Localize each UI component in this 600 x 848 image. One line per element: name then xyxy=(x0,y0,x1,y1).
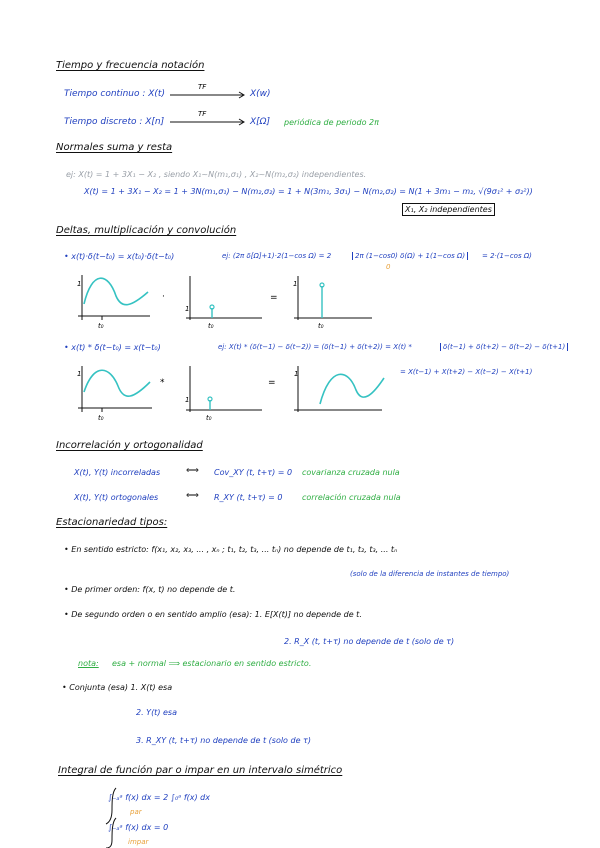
graph-product-1 xyxy=(294,276,372,320)
op-equals-1: = xyxy=(270,293,278,303)
conjunta-1: • Conjunta (esa) 1. X(t) esa xyxy=(62,683,173,692)
covarianza-note: covarianza cruzada nula xyxy=(302,468,400,477)
delta-convolution-rule: • x(t) * δ(t−t₀) = x(t−t₀) xyxy=(64,343,161,352)
section-title-integral: Integral de función par o impar en un intervalo simétrico xyxy=(58,765,343,776)
zero-annotation: 0 xyxy=(386,263,391,271)
t0-label-3: t₀ xyxy=(318,322,324,330)
normales-example: ej: X(t) = 1 + 3X₁ − X₂ , siendo X₁~N(m₁,σ₁) , X₂~N(m₂,σ₂) independientes. xyxy=(66,170,367,179)
t0-label-1: t₀ xyxy=(98,322,104,330)
tf-arrow-label-2: TF xyxy=(198,110,207,118)
op-star: * xyxy=(160,378,165,388)
one-label-1: 1 xyxy=(77,280,82,288)
nota-label: nota: xyxy=(78,659,99,668)
one-label-3: 1 xyxy=(293,280,298,288)
t0-label-5: t₀ xyxy=(206,414,212,422)
one-label-2: 1 xyxy=(185,305,190,313)
conjunta-3: 3. R_XY (t, t+τ) no depende de t (solo de τ) xyxy=(136,736,311,745)
section-title-deltas: Deltas, multiplicación y convolución xyxy=(56,225,237,236)
impar-label: impar xyxy=(128,838,149,846)
nota-text: esa + normal ⟹ estacionario en sentido estricto. xyxy=(112,659,312,668)
mult-example-bracket: 2π (1−cos0) δ(Ω) + 1(1−cos Ω) xyxy=(352,252,468,260)
iff-arrow-1: ⟺ xyxy=(186,466,199,476)
primer-orden: • De primer orden: f(x, t) no depende de t. xyxy=(64,585,236,594)
section-title-normales: Normales suma y resta xyxy=(56,142,173,153)
segundo-orden: • De segundo orden o en sentido amplio (esa): 1. E[X(t)] no depende de t. xyxy=(64,610,362,619)
segundo-orden-2: 2. R_X (t, t+τ) no depende de t (solo de τ) xyxy=(284,637,455,646)
one-label-4: 1 xyxy=(77,370,82,378)
conv-example-result: = X(t−1) + X(t+2) − X(t−2) − X(t+1) xyxy=(400,368,533,376)
tf-arrow-label: TF xyxy=(198,83,207,91)
tf-continuous-rhs: X(w) xyxy=(250,89,271,99)
par-label: par xyxy=(130,808,142,816)
normales-derivation: X(t) = 1 + 3X₁ − X₂ = 1 + 3N(m₁,σ₁) − N(m₂,σ₂) = 1 + N(3m₁, 3σ₁) − N(m₂,σ₂) = N(1 + 3m₁ − m₂, √(9σ₁² + σ₂²)) xyxy=(84,187,533,196)
delta-multiplication-rule: • x(t)·δ(t−t₀) = x(t₀)·δ(t−t₀) xyxy=(64,252,175,261)
section-title-incorrelacion: Incorrelación y ortogonalidad xyxy=(56,440,203,451)
t0-label-4: t₀ xyxy=(98,414,104,422)
conv-example-start: ej: X(t) * (δ(t−1) − δ(t−2)) = (δ(t−1) + δ(t+2)) = X(t) * xyxy=(218,343,412,351)
incorreladas-lhs: X(t), Y(t) incorreladas xyxy=(74,468,161,477)
ortogonales-rhs: R_XY (t, t+τ) = 0 xyxy=(214,493,283,502)
independence-box: X₁, X₂ independientes xyxy=(402,205,495,214)
conjunta-2: 2. Y(t) esa xyxy=(136,708,177,717)
correlacion-note: correlación cruzada nula xyxy=(302,493,401,502)
conv-example-bracket: δ(t−1) + δ(t+2) − δ(t−2) − δ(t+1) xyxy=(440,343,568,351)
t0-label-2: t₀ xyxy=(208,322,214,330)
iff-arrow-2: ⟺ xyxy=(186,491,199,501)
section-title-estacionariedad: Estacionariedad tipos: xyxy=(56,517,168,528)
one-label-6: 1 xyxy=(294,370,299,378)
graph-convolution-2 xyxy=(294,366,384,412)
tf-discrete-rhs: X[Ω] xyxy=(250,117,271,127)
graph-delta-1 xyxy=(186,276,262,320)
estricto-note: (solo de la diferencia de instantes de tiempo) xyxy=(350,570,510,578)
op-dot: · xyxy=(162,292,165,302)
tf-discrete-lhs: Tiempo discreto : X[n] xyxy=(64,117,165,127)
incorreladas-rhs: Cov_XY (t, t+τ) = 0 xyxy=(214,468,293,477)
section-title-notation: Tiempo y frecuencia notación xyxy=(56,60,205,71)
graph-delta-2 xyxy=(186,366,262,412)
integral-impar: ∫₋ₐᵃ f(x) dx = 0 xyxy=(108,823,169,832)
graph-signal-2 xyxy=(78,366,152,412)
op-equals-2: = xyxy=(268,378,276,388)
mult-example-end: = 2·(1−cos Ω) xyxy=(482,252,532,260)
periodic-note: periódica de periodo 2π xyxy=(284,118,379,127)
mult-example-start: ej: (2π δ[Ω]+1)·2(1−cos Ω) = 2 xyxy=(222,252,332,260)
graph-signal-1 xyxy=(78,275,150,320)
integral-par: ∫₋ₐᵃ f(x) dx = 2 ∫₀ᵃ f(x) dx xyxy=(108,793,210,802)
tf-continuous-lhs: Tiempo continuo : X(t) xyxy=(64,89,165,99)
sentido-estricto: • En sentido estricto: f(x₁, x₂, x₃, ... , xₙ ; t₁, t₂, t₃, ... tₙ) no depende de t₁, t₂, t₃, ... tₙ xyxy=(64,545,398,554)
one-label-5: 1 xyxy=(185,396,190,404)
ortogonales-lhs: X(t), Y(t) ortogonales xyxy=(74,493,159,502)
